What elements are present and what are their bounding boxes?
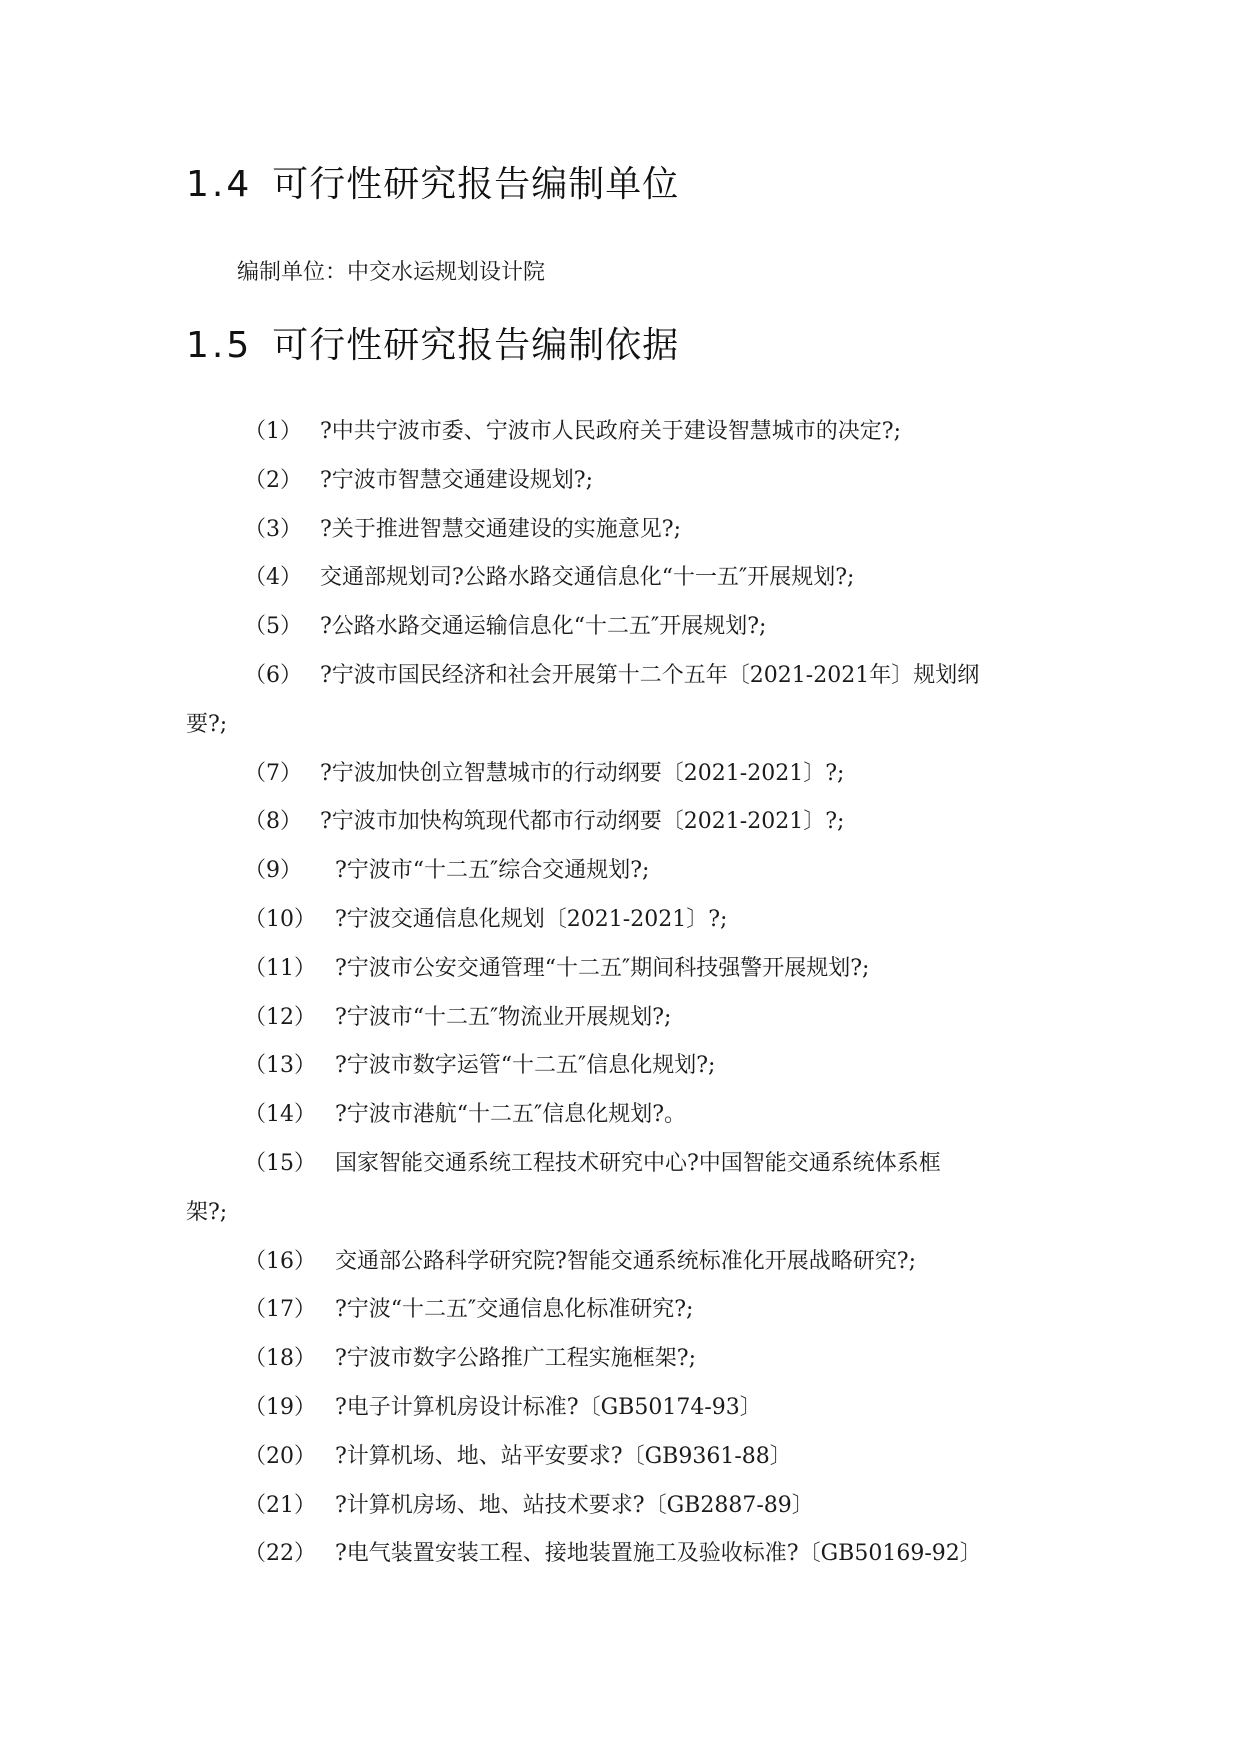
reference-text: ?电气装置安装工程、接地装置施工及验收标准?〔GB50169-92〕 [335, 1541, 982, 1567]
reference-number: （22） [244, 1541, 316, 1567]
reference-text: ?宁波市国民经济和社会开展第十二个五年〔2021-2021年〕规划纲 [320, 662, 980, 688]
reference-item-9 [0, 855, 1241, 904]
reference-text: ?公路水路交通运输信息化“十二五″开展规划?; [320, 614, 767, 640]
reference-number: （12） [244, 1004, 316, 1030]
reference-text: ?宁波市港航“十二五″信息化规划?。 [335, 1102, 687, 1128]
reference-text: 交通部公路科学研究院?智能交通系统标准化开展战略研究?; [335, 1248, 917, 1274]
reference-number: （19） [244, 1394, 316, 1420]
section-number: 1.5 [186, 325, 253, 366]
reference-item-10 [0, 904, 1241, 953]
reference-item-6 [0, 660, 1241, 758]
reference-text: 交通部规划司?公路水路交通信息化“十一五″开展规划?; [320, 565, 855, 591]
reference-number: （18） [244, 1346, 316, 1372]
reference-item-1 [0, 416, 1241, 465]
reference-number: （3） [244, 516, 302, 542]
compiling-unit-line: 编制单位：中交水运规划设计院 [237, 260, 546, 285]
reference-number: （1） [244, 419, 302, 444]
reference-text: ?计算机场、地、站平安要求?〔GB9361-88〕 [335, 1443, 792, 1469]
reference-text: ?宁波加快创立智慧城市的行动纲要〔2021-2021〕?; [320, 760, 845, 786]
reference-number: （9） [244, 858, 302, 884]
reference-item-12 [0, 1002, 1241, 1051]
reference-item-5 [0, 611, 1241, 660]
reference-item-13 [0, 1050, 1241, 1099]
reference-number: （6） [244, 662, 302, 688]
reference-item-15 [0, 1148, 1241, 1246]
reference-number: （10） [244, 906, 316, 932]
reference-text: ?宁波交通信息化规划〔2021-2021〕?; [335, 906, 728, 932]
reference-number: （21） [244, 1492, 316, 1518]
reference-number: （11） [244, 955, 316, 981]
reference-item-19 [0, 1392, 1241, 1441]
reference-item-16 [0, 1246, 1241, 1295]
reference-item-21 [0, 1490, 1241, 1539]
reference-number: （14） [244, 1102, 316, 1128]
reference-item-2 [0, 465, 1241, 514]
reference-number: （8） [244, 809, 302, 835]
section-title: 可行性研究报告编制依据 [272, 325, 680, 366]
reference-text: ?关于推进智慧交通建设的实施意见?; [320, 516, 682, 542]
reference-number: （4） [244, 565, 302, 591]
reference-text: ?宁波市“十二五″物流业开展规划?; [335, 1004, 672, 1030]
reference-text: ?宁波市加快构筑现代都市行动纲要〔2021-2021〕?; [320, 809, 845, 835]
reference-text: ?宁波“十二五″交通信息化标准研究?; [335, 1297, 694, 1323]
reference-number: （15） [244, 1150, 316, 1176]
reference-number: （17） [244, 1297, 316, 1323]
reference-number: （20） [244, 1443, 316, 1469]
reference-item-22 [0, 1538, 1241, 1587]
reference-item-8 [0, 806, 1241, 855]
reference-number: （16） [244, 1248, 316, 1274]
reference-item-14 [0, 1099, 1241, 1148]
reference-text: ?宁波市智慧交通建设规划?; [320, 467, 594, 493]
reference-text-continuation: 架?; [186, 1199, 228, 1225]
reference-text: ?宁波市公安交通管理“十二五″期间科技强警开展规划?; [335, 955, 870, 981]
section-title: 可行性研究报告编制单位 [272, 164, 680, 205]
reference-number: （7） [244, 760, 302, 786]
reference-text: 国家智能交通系统工程技术研究中心?中国智能交通系统体系框 [335, 1150, 941, 1176]
reference-text: ?宁波市“十二五″综合交通规划?; [335, 858, 650, 884]
reference-number: （2） [244, 467, 302, 493]
reference-text: ?计算机房场、地、站技术要求?〔GB2887-89〕 [335, 1492, 814, 1518]
reference-text: ?宁波市数字公路推广工程实施框架?; [335, 1346, 697, 1372]
reference-list [0, 416, 1241, 1587]
reference-item-4 [0, 562, 1241, 611]
reference-number: （13） [244, 1053, 316, 1079]
reference-item-18 [0, 1343, 1241, 1392]
reference-item-11 [0, 953, 1241, 1002]
section-number: 1.4 [186, 164, 253, 205]
reference-item-20 [0, 1441, 1241, 1490]
reference-text-continuation: 要?; [186, 711, 228, 737]
reference-item-7 [0, 758, 1241, 807]
reference-text: ?中共宁波市委、宁波市人民政府关于建设智慧城市的决定?; [320, 419, 902, 444]
reference-number: （5） [244, 614, 302, 640]
reference-item-17 [0, 1294, 1241, 1343]
reference-text: ?电子计算机房设计标准?〔GB50174-93〕 [335, 1394, 762, 1420]
reference-item-3 [0, 514, 1241, 563]
section-heading-1-4 [186, 163, 679, 207]
section-heading-1-5 [186, 324, 679, 368]
reference-text: ?宁波市数字运管“十二五″信息化规划?; [335, 1053, 716, 1079]
